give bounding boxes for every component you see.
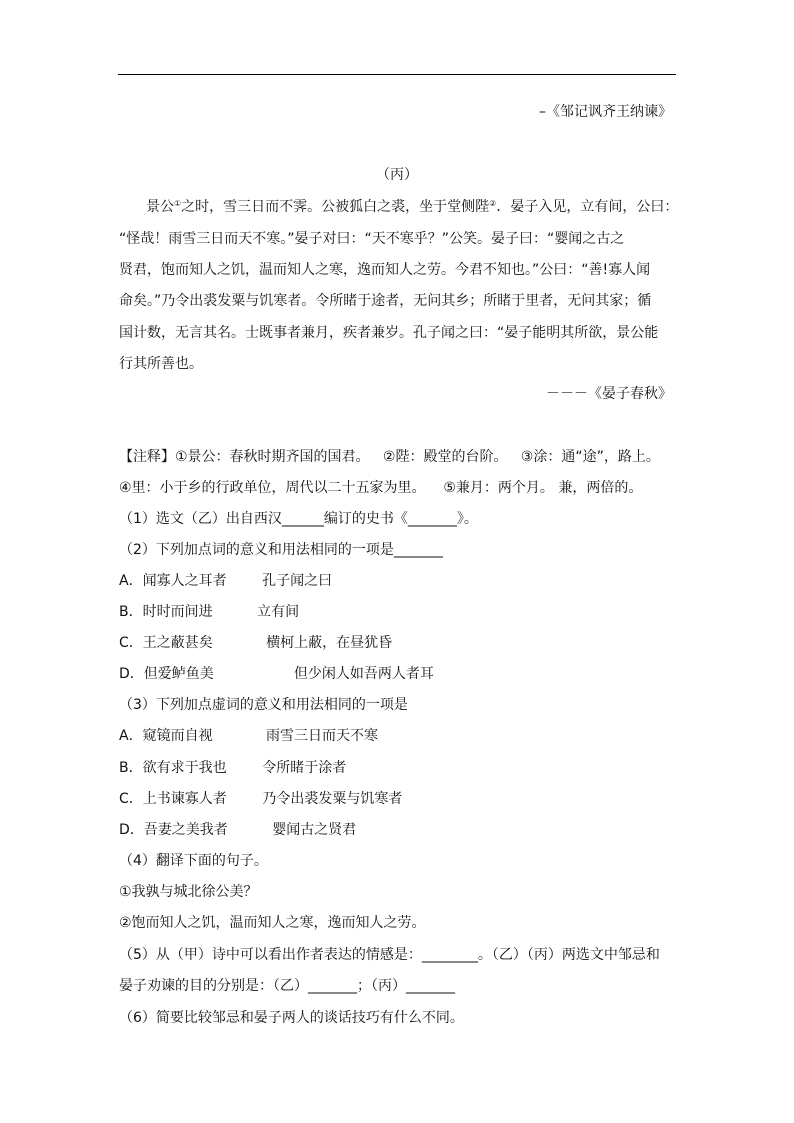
passage-text: 之时，雪三日而不霁。公被狐白之裘，坐于堂侧陛 [181, 199, 490, 215]
option-line: B．欲有求于我也 令所睹于涂者 [119, 760, 347, 776]
question-line: （3）下列加点虚词的意义和用法相同的一项是 [119, 697, 408, 713]
option-line: D．但爱鲈鱼美 但少闲人如吾两人者耳 [119, 666, 434, 682]
question-line: （1）选文（乙）出自西汉______编订的史书《_______》。 [119, 511, 478, 527]
source-yi: –《邹记讽齐王纳谏》 [539, 104, 672, 120]
question-line: （2）下列加点词的意义和用法相同的一项是_______ [119, 542, 443, 558]
passage-line: 命矣。”乃令出裘发粟与饥寒者。令所睹于途者，无问其乡；所睹于里者，无问其家；循 [119, 293, 652, 309]
passage-line: “怪哉！雨雪三日而天不寒。”晏子对曰：“天不寒乎？”公笑。晏子曰：“婴闻之古之 [119, 231, 625, 247]
footnote-marker: ② [489, 199, 497, 208]
notes-line: ④里：小于乡的行政单位，周代以二十五家为里。 ⑤兼月：两个月。 兼，两倍的。 [119, 480, 643, 496]
passage-line: 贤君，饱而知人之饥，温而知人之寒，逸而知人之劳。今君不知也。”公曰：“善!寡人闻 [119, 262, 651, 278]
question-line: （6）简要比较邹忌和晏子两人的谈话技巧有什么不同。 [119, 1010, 464, 1026]
option-line: A．闻寡人之耳者 孔子闻之曰 [119, 573, 333, 589]
option-line: B．时时而间进 立有间 [119, 604, 300, 620]
option-line: D．吾妻之美我者 婴闻古之贤君 [119, 822, 357, 838]
option-line: C．上书谏寡人者 乃令出裘发粟与饥寒者 [119, 791, 403, 807]
option-line: A．窥镜而自视 雨雪三日而天不寒 [119, 728, 378, 744]
source-bing: －－－《晏子春秋》 [546, 386, 672, 402]
footnote-marker: ① [174, 199, 182, 208]
question-line: ②饱而知人之饥，温而知人之寒，逸而知人之劳。 [119, 915, 426, 931]
question-line: （5）从（甲）诗中可以看出作者表达的情感是：________。（乙）（丙）两选文中邹忌和 [119, 947, 660, 963]
section-heading: （丙） [376, 167, 418, 183]
passage-line: 国计数，无言其名。士既事者兼月，疾者兼岁。孔子闻之曰：“晏子能明其所欲，景公能 [119, 325, 659, 341]
top-divider [118, 74, 676, 75]
option-line: C．王之蔽甚矣 横柯上蔽，在昼犹昏 [119, 635, 393, 651]
passage-line: 行其所善也。 [119, 356, 203, 372]
notes-line: 【注释】①景公：春秋时期齐国的国君。 ②陛：殿堂的台阶。 ③涂：通“途”，路上。 [119, 449, 660, 465]
question-line: ①我孰与城北徐公美？ [119, 884, 258, 900]
question-line: 晏子劝谏的目的分别是：（乙）_______；（丙）_______ [119, 978, 455, 994]
passage-text: ．晏子入见，立有间，公曰： [496, 199, 679, 215]
question-line: （4）翻译下面的句子。 [119, 853, 268, 869]
passage-text: 景公 [146, 199, 174, 215]
passage-first-line [146, 197, 678, 217]
